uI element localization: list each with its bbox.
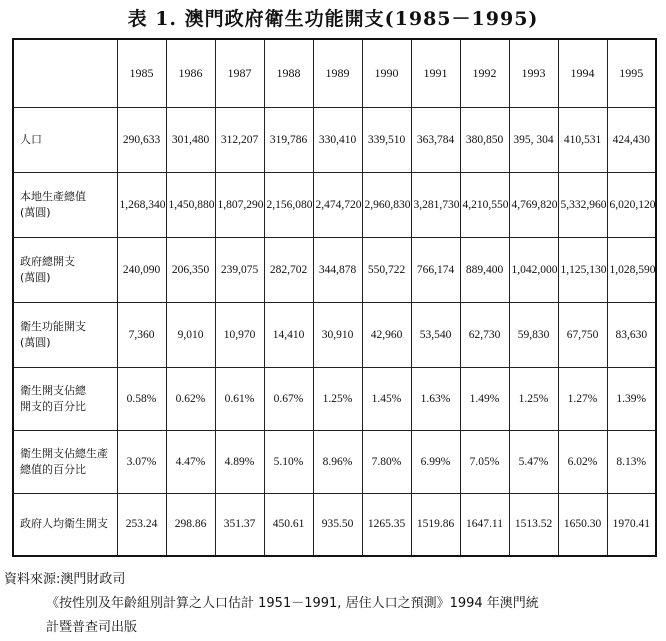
row-label-line: 人口 (20, 132, 42, 146)
year-header: 1990 (362, 39, 411, 107)
row-label (13, 172, 117, 237)
table-row (13, 172, 656, 237)
row-label (13, 367, 117, 430)
value-cell: 1.45% (362, 367, 411, 430)
value-cell: 2,474,720 (313, 172, 362, 237)
row-label (13, 493, 117, 556)
value-cell: 330,410 (313, 107, 362, 172)
value-cell: 10,970 (215, 302, 264, 367)
value-cell: 301,480 (166, 107, 215, 172)
row-label-line: 政府人均衛生開支 (20, 517, 108, 531)
value-cell: 42,960 (362, 302, 411, 367)
value-cell: 410,531 (558, 107, 607, 172)
value-cell: 1.25% (509, 367, 558, 430)
value-cell: 0.67% (264, 367, 313, 430)
table-row (13, 367, 656, 430)
row-label-line: (萬圓) (20, 335, 51, 349)
value-cell: 6,020,120 (607, 172, 656, 237)
source-line: 計暨普查司出版 (46, 620, 138, 635)
value-cell: 395, 304 (509, 107, 558, 172)
value-cell: 450.61 (264, 493, 313, 556)
row-label (13, 302, 117, 367)
value-cell: 8.96% (313, 430, 362, 493)
value-cell: 5.47% (509, 430, 558, 493)
value-cell: 282,702 (264, 237, 313, 302)
table-title: 表 1. 澳門政府衛生功能開支(1985－1995) (127, 8, 539, 30)
value-cell: 1650.30 (558, 493, 607, 556)
value-cell: 7.80% (362, 430, 411, 493)
table-row (13, 237, 656, 302)
value-cell: 7,360 (117, 302, 166, 367)
table-body (13, 39, 656, 556)
value-cell: 1,125,130 (558, 237, 607, 302)
value-cell: 1.25% (313, 367, 362, 430)
value-cell: 1647.11 (460, 493, 509, 556)
year-header: 1989 (313, 39, 362, 107)
value-cell: 1.27% (558, 367, 607, 430)
value-cell: 83,630 (607, 302, 656, 367)
value-cell: 1,028,590 (607, 237, 656, 302)
table-row (13, 493, 656, 556)
row-label (13, 237, 117, 302)
value-cell: 1265.35 (362, 493, 411, 556)
value-cell: 253.24 (117, 493, 166, 556)
row-label-line: (萬圓) (20, 270, 51, 284)
value-cell: 53,540 (411, 302, 460, 367)
corner-cell (13, 39, 117, 107)
value-cell: 0.62% (166, 367, 215, 430)
value-cell: 6.99% (411, 430, 460, 493)
value-cell: 4.47% (166, 430, 215, 493)
value-cell: 1,450,880 (166, 172, 215, 237)
year-header: 1993 (509, 39, 558, 107)
value-cell: 290,633 (117, 107, 166, 172)
value-cell: 4.89% (215, 430, 264, 493)
value-cell: 7.05% (460, 430, 509, 493)
value-cell: 1,807,290 (215, 172, 264, 237)
source-line: 《按性別及年齡組別計算之人口估計 1951－1991, 居住人口之預測》1994 年澳門統 (46, 596, 539, 611)
value-cell: 351.37 (215, 493, 264, 556)
value-cell: 2,156,080 (264, 172, 313, 237)
value-cell: 1,042,000 (509, 237, 558, 302)
table-row (13, 430, 656, 493)
row-label-line: 衛生開支佔總 (20, 383, 86, 397)
value-cell: 298.86 (166, 493, 215, 556)
value-cell: 239,075 (215, 237, 264, 302)
value-cell: 550,722 (362, 237, 411, 302)
table-row (13, 107, 656, 172)
value-cell: 5,332,960 (558, 172, 607, 237)
year-header: 1994 (558, 39, 607, 107)
value-cell: 1513.52 (509, 493, 558, 556)
value-cell: 1.49% (460, 367, 509, 430)
value-cell: 4,769,820 (509, 172, 558, 237)
row-label-line: 本地生產總值 (20, 189, 86, 203)
value-cell: 319,786 (264, 107, 313, 172)
value-cell: 67,750 (558, 302, 607, 367)
row-label-line: 政府總開支 (20, 254, 75, 268)
value-cell: 9,010 (166, 302, 215, 367)
row-label (13, 430, 117, 493)
header-row (13, 39, 656, 107)
source-note (4, 568, 664, 640)
row-label (13, 107, 117, 172)
value-cell: 424,430 (607, 107, 656, 172)
value-cell: 339,510 (362, 107, 411, 172)
value-cell: 312,207 (215, 107, 264, 172)
value-cell: 363,784 (411, 107, 460, 172)
value-cell: 240,090 (117, 237, 166, 302)
value-cell: 380,850 (460, 107, 509, 172)
value-cell: 5.10% (264, 430, 313, 493)
year-header: 1988 (264, 39, 313, 107)
row-label-line: 開支的百分比 (20, 399, 86, 413)
value-cell: 30,910 (313, 302, 362, 367)
source-line: 資料來源:澳門財政司 (4, 572, 126, 587)
year-header: 1992 (460, 39, 509, 107)
value-cell: 3,281,730 (411, 172, 460, 237)
value-cell: 8.13% (607, 430, 656, 493)
expenditure-table (12, 38, 657, 557)
value-cell: 1.63% (411, 367, 460, 430)
value-cell: 4,210,550 (460, 172, 509, 237)
year-header: 1985 (117, 39, 166, 107)
value-cell: 0.58% (117, 367, 166, 430)
value-cell: 3.07% (117, 430, 166, 493)
value-cell: 0.61% (215, 367, 264, 430)
row-label-line: 衛生功能開支 (20, 319, 86, 333)
year-header: 1995 (607, 39, 656, 107)
row-label-line: 衛生開支佔總生產 (20, 446, 108, 460)
year-header: 1987 (215, 39, 264, 107)
value-cell: 1970.41 (607, 493, 656, 556)
value-cell: 6.02% (558, 430, 607, 493)
year-header: 1991 (411, 39, 460, 107)
value-cell: 889,400 (460, 237, 509, 302)
year-header: 1986 (166, 39, 215, 107)
value-cell: 1519.86 (411, 493, 460, 556)
value-cell: 59,830 (509, 302, 558, 367)
value-cell: 935.50 (313, 493, 362, 556)
value-cell: 62,730 (460, 302, 509, 367)
value-cell: 1,268,340 (117, 172, 166, 237)
value-cell: 206,350 (166, 237, 215, 302)
value-cell: 14,410 (264, 302, 313, 367)
value-cell: 766,174 (411, 237, 460, 302)
value-cell: 2,960,830 (362, 172, 411, 237)
row-label-line: 總值的百分比 (20, 462, 86, 476)
value-cell: 1.39% (607, 367, 656, 430)
value-cell: 344,878 (313, 237, 362, 302)
table-row (13, 302, 656, 367)
row-label-line: (萬圓) (20, 205, 51, 219)
